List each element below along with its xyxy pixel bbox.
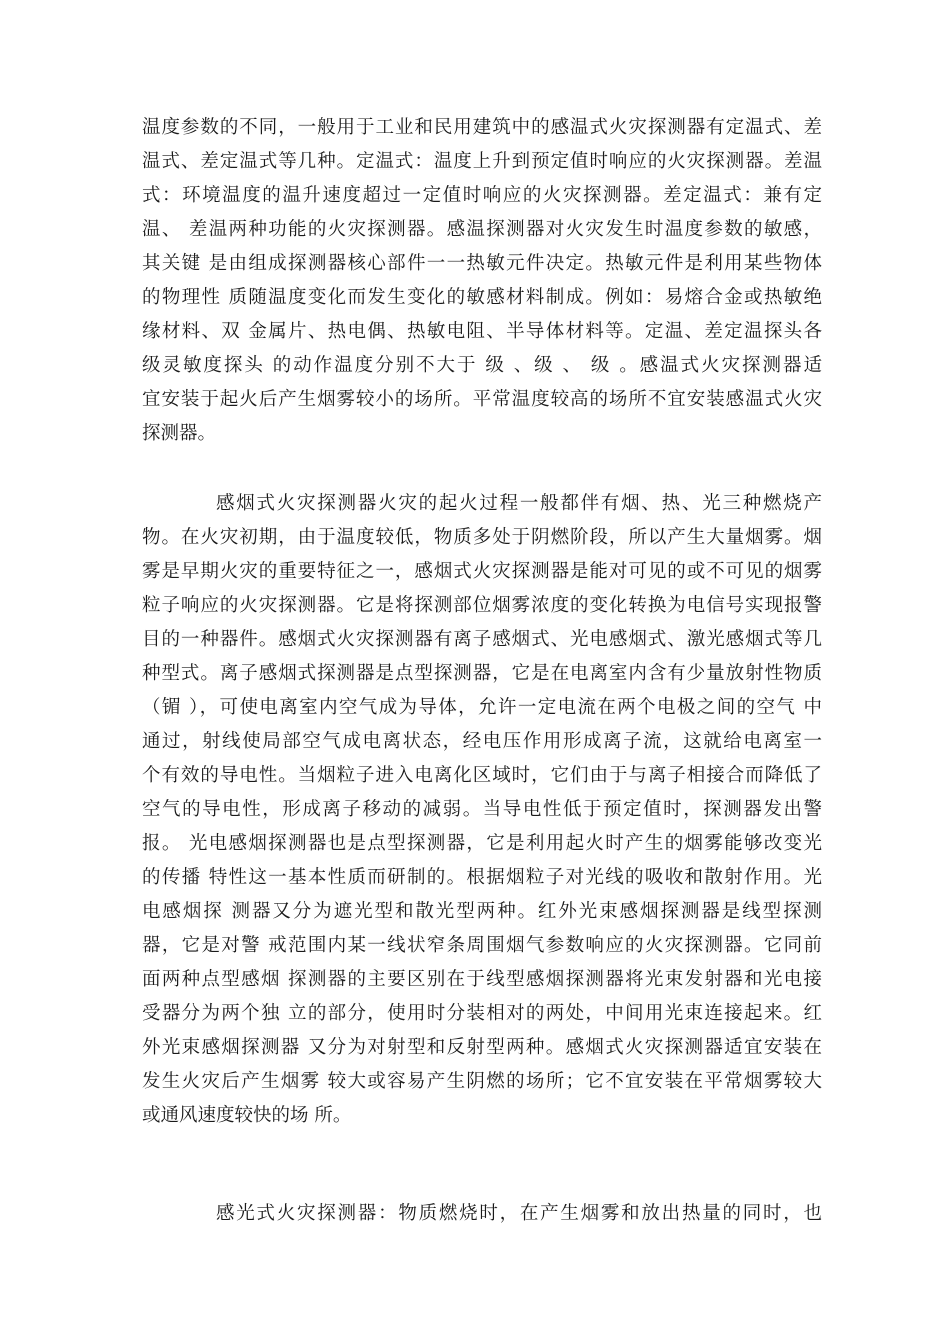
- text-line: 通过，射线使局部空气成电离状态，经电压作用形成离子流，这就给电离室一: [142, 731, 822, 752]
- paragraph-flame-detectors: [142, 1197, 822, 1231]
- text-line: 种型式。离子感烟式探测器是点型探测器，它是在电离室内含有少量放射性物质: [142, 663, 822, 684]
- text-line: 粒子响应的火灾探测器。它是将探测部位烟雾浓度的变化转换为电信号实现报警: [142, 595, 822, 616]
- text-line: 感烟式火灾探测器火灾的起火过程一般都伴有烟、热、光三种燃烧产: [216, 493, 822, 514]
- text-line: 宜安装于起火后产生烟雾较小的场所。平常温度较高的场所不宜安装感温式火灾: [142, 389, 822, 410]
- text-line: 个有效的导电性。当烟粒子进入电离化区域时，它们由于与离子相接合而降低了: [142, 765, 822, 786]
- text-line: 外光束感烟探测器 又分为对射型和反射型两种。感烟式火灾探测器适宜安装在: [142, 1037, 822, 1058]
- text-line: 式：环境温度的温升速度超过一定值时响应的火灾探测器。差定温式：兼有定: [142, 185, 822, 206]
- text-line: 受器分为两个独 立的部分，使用时分装相对的两处，中间用光束连接起来。红: [142, 1003, 822, 1024]
- paragraph-heat-detectors: [142, 111, 822, 451]
- text-line: 级灵敏度探头 的动作温度分别不大于 级 、级 、 级 。感温式火灾探测器适: [142, 355, 822, 376]
- text-line: 探测器。: [142, 423, 217, 444]
- text-line: （镅 ），可使电离室内空气成为导体，允许一定电流在两个电极之间的空气 中: [142, 697, 822, 718]
- text-line: 目的一种器件。感烟式火灾探测器有离子感烟式、光电感烟式、激光感烟式等几: [142, 629, 822, 650]
- text-line: 空气的导电性，形成离子移动的减弱。当导电性低于预定值时，探测器发出警: [142, 799, 822, 820]
- text-line: 感光式火灾探测器：物质燃烧时，在产生烟雾和放出热量的同时，也: [216, 1203, 822, 1224]
- text-line: 器，它是对警 戒范围内某一线状窄条周围烟气参数响应的火灾探测器。它同前: [142, 935, 822, 956]
- text-line: 的物理性 质随温度变化而发生变化的敏感材料制成。例如：易熔合金或热敏绝: [142, 287, 822, 308]
- text-line: 温式、差定温式等几种。定温式：温度上升到预定值时响应的火灾探测器。差温: [142, 151, 822, 172]
- paragraph-smoke-detectors: [142, 487, 822, 1133]
- text-line: 或通风速度较快的场 所。: [142, 1105, 352, 1126]
- text-line: 雾是早期火灾的重要特征之一，感烟式火灾探测器是能对可见的或不可见的烟雾: [142, 561, 822, 582]
- text-line: 报。 光电感烟探测器也是点型探测器，它是利用起火时产生的烟雾能够改变光: [142, 833, 822, 854]
- text-line: 缘材料、双 金属片、热电偶、热敏电阻、半导体材料等。定温、差定温探头各: [142, 321, 822, 342]
- text-line: 面两种点型感烟 探测器的主要区别在于线型感烟探测器将光束发射器和光电接: [142, 969, 822, 990]
- text-line: 发生火灾后产生烟雾 较大或容易产生阴燃的场所；它不宜安装在平常烟雾较大: [142, 1071, 822, 1092]
- text-line: 物。在火灾初期，由于温度较低，物质多处于阴燃阶段，所以产生大量烟雾。烟: [142, 527, 822, 548]
- text-line: 电感烟探 测器又分为遮光型和散光型两种。红外光束感烟探测器是线型探测: [142, 901, 822, 922]
- text-line: 其关键 是由组成探测器核心部件一一热敏元件决定。热敏元件是利用某些物体: [142, 253, 822, 274]
- text-line: 温度参数的不同，一般用于工业和民用建筑中的感温式火灾探测器有定温式、差: [142, 117, 822, 138]
- text-line: 温、 差温两种功能的火灾探测器。感温探测器对火灾发生时温度参数的敏感，: [142, 219, 822, 240]
- text-line: 的传播 特性这一基本性质而研制的。根据烟粒子对光线的吸收和散射作用。光: [142, 867, 822, 888]
